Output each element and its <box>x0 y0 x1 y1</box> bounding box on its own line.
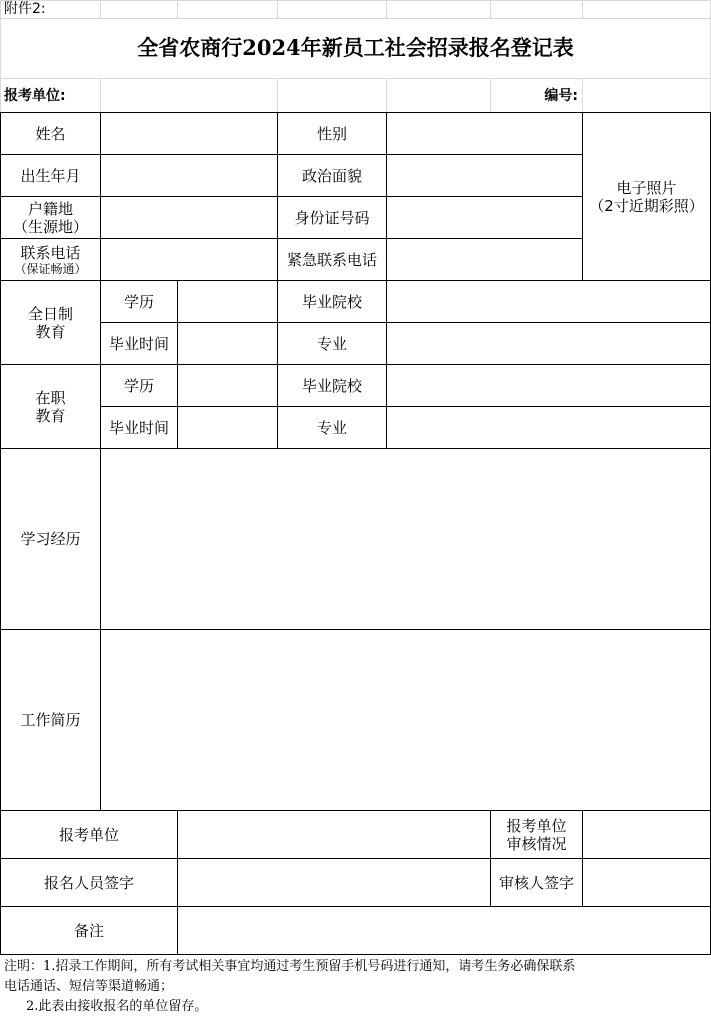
phone-field[interactable] <box>101 239 277 280</box>
unit-review-label-line2: 审核情况 <box>506 834 567 853</box>
fulltime-major-field[interactable] <box>387 323 710 364</box>
hukou-label-line1: 户籍地 <box>27 199 73 218</box>
attachment-label: 附件2: <box>4 1 46 17</box>
phone-label <box>1 239 100 280</box>
birth-label: 出生年月 <box>20 166 81 185</box>
remarks-field[interactable] <box>178 907 710 954</box>
apply-unit-label: 报考单位 <box>58 825 119 844</box>
fulltime-education-label <box>1 281 100 364</box>
work-history-label: 工作简历 <box>20 711 81 729</box>
notes-line1: 注明：1.招录工作期间，所有考试相关事宜均通过考生预留手机号码进行通知，请考生务必确保联系 <box>4 959 576 974</box>
name-label: 姓名 <box>35 124 66 143</box>
reviewer-signature-field[interactable] <box>583 859 710 906</box>
fulltime-school-field[interactable] <box>387 281 710 322</box>
applicant-signature-field[interactable] <box>178 859 490 906</box>
political-status-label: 政治面貌 <box>301 166 362 185</box>
gender-label: 性别 <box>316 124 347 143</box>
name-field[interactable] <box>101 113 277 154</box>
unit-review-field[interactable] <box>583 811 710 858</box>
photo-label-line1: 电子照片 <box>616 178 677 197</box>
fulltime-label-line2: 教育 <box>35 322 66 341</box>
inservice-major-field[interactable] <box>387 407 710 448</box>
gridline <box>0 18 711 19</box>
remarks-label: 备注 <box>73 921 104 940</box>
phone-label-line2: （保证畅通） <box>14 261 87 276</box>
work-history-field[interactable] <box>101 630 710 810</box>
gridline <box>177 0 178 18</box>
apply-unit-field[interactable] <box>178 811 490 858</box>
notes-line2: 电话通话、短信等渠道畅通； <box>4 979 174 994</box>
emergency-phone-field[interactable] <box>387 239 582 280</box>
inservice-label-line1: 在职 <box>35 388 66 407</box>
reviewer-signature-label: 审核人签字 <box>498 873 574 892</box>
apply-unit-header-label: 报考单位: <box>4 87 66 104</box>
study-history-field[interactable] <box>101 449 710 629</box>
unit-review-label-line1: 报考单位 <box>506 816 567 835</box>
id-number-label: 身份证号码 <box>294 208 370 227</box>
fulltime-school-label: 毕业院校 <box>301 292 362 311</box>
applicant-signature-label: 报名人员签字 <box>43 873 134 892</box>
unit-review-label <box>491 811 582 858</box>
fulltime-degree-label: 学历 <box>123 292 154 311</box>
inservice-school-label: 毕业院校 <box>301 376 362 395</box>
form-title: 全省农商行2024年新员工社会招录报名登记表 <box>137 35 574 60</box>
political-status-field[interactable] <box>387 155 582 196</box>
photo-upload-area[interactable] <box>583 113 710 280</box>
gender-field[interactable] <box>387 113 582 154</box>
fulltime-major-label: 专业 <box>316 334 347 353</box>
inservice-grad-time-field[interactable] <box>178 407 277 448</box>
notes-line3: 2.此表由接收报名的单位留存。 <box>26 999 208 1014</box>
inservice-degree-label: 学历 <box>123 376 154 395</box>
inservice-school-field[interactable] <box>387 365 710 406</box>
inservice-degree-field[interactable] <box>178 365 277 406</box>
inservice-education-label <box>1 365 100 448</box>
inservice-grad-time-label: 毕业时间 <box>108 418 169 437</box>
fulltime-degree-field[interactable] <box>178 281 277 322</box>
inservice-major-label: 专业 <box>316 418 347 437</box>
phone-label-line1: 联系电话 <box>20 243 81 262</box>
hukou-label <box>1 197 100 238</box>
hukou-field[interactable] <box>101 197 277 238</box>
gridline <box>386 0 387 18</box>
gridline <box>277 0 278 18</box>
hukou-label-line2: （生源地） <box>12 217 88 236</box>
serial-number-field[interactable] <box>583 79 710 112</box>
serial-number-label: 编号: <box>544 87 578 104</box>
fulltime-label-line1: 全日制 <box>27 304 73 323</box>
fulltime-grad-time-field[interactable] <box>178 323 277 364</box>
gridline <box>0 0 711 1</box>
inservice-label-line2: 教育 <box>35 406 66 425</box>
apply-unit-header-field[interactable] <box>101 79 490 112</box>
emergency-phone-label: 紧急联系电话 <box>286 250 377 269</box>
id-number-field[interactable] <box>387 197 582 238</box>
fulltime-grad-time-label: 毕业时间 <box>108 334 169 353</box>
table-border <box>0 954 711 955</box>
birth-field[interactable] <box>101 155 277 196</box>
gridline <box>490 0 491 18</box>
study-history-label: 学习经历 <box>20 530 81 548</box>
gridline <box>582 0 583 18</box>
photo-label-line2: （2寸近期彩照） <box>589 196 704 215</box>
